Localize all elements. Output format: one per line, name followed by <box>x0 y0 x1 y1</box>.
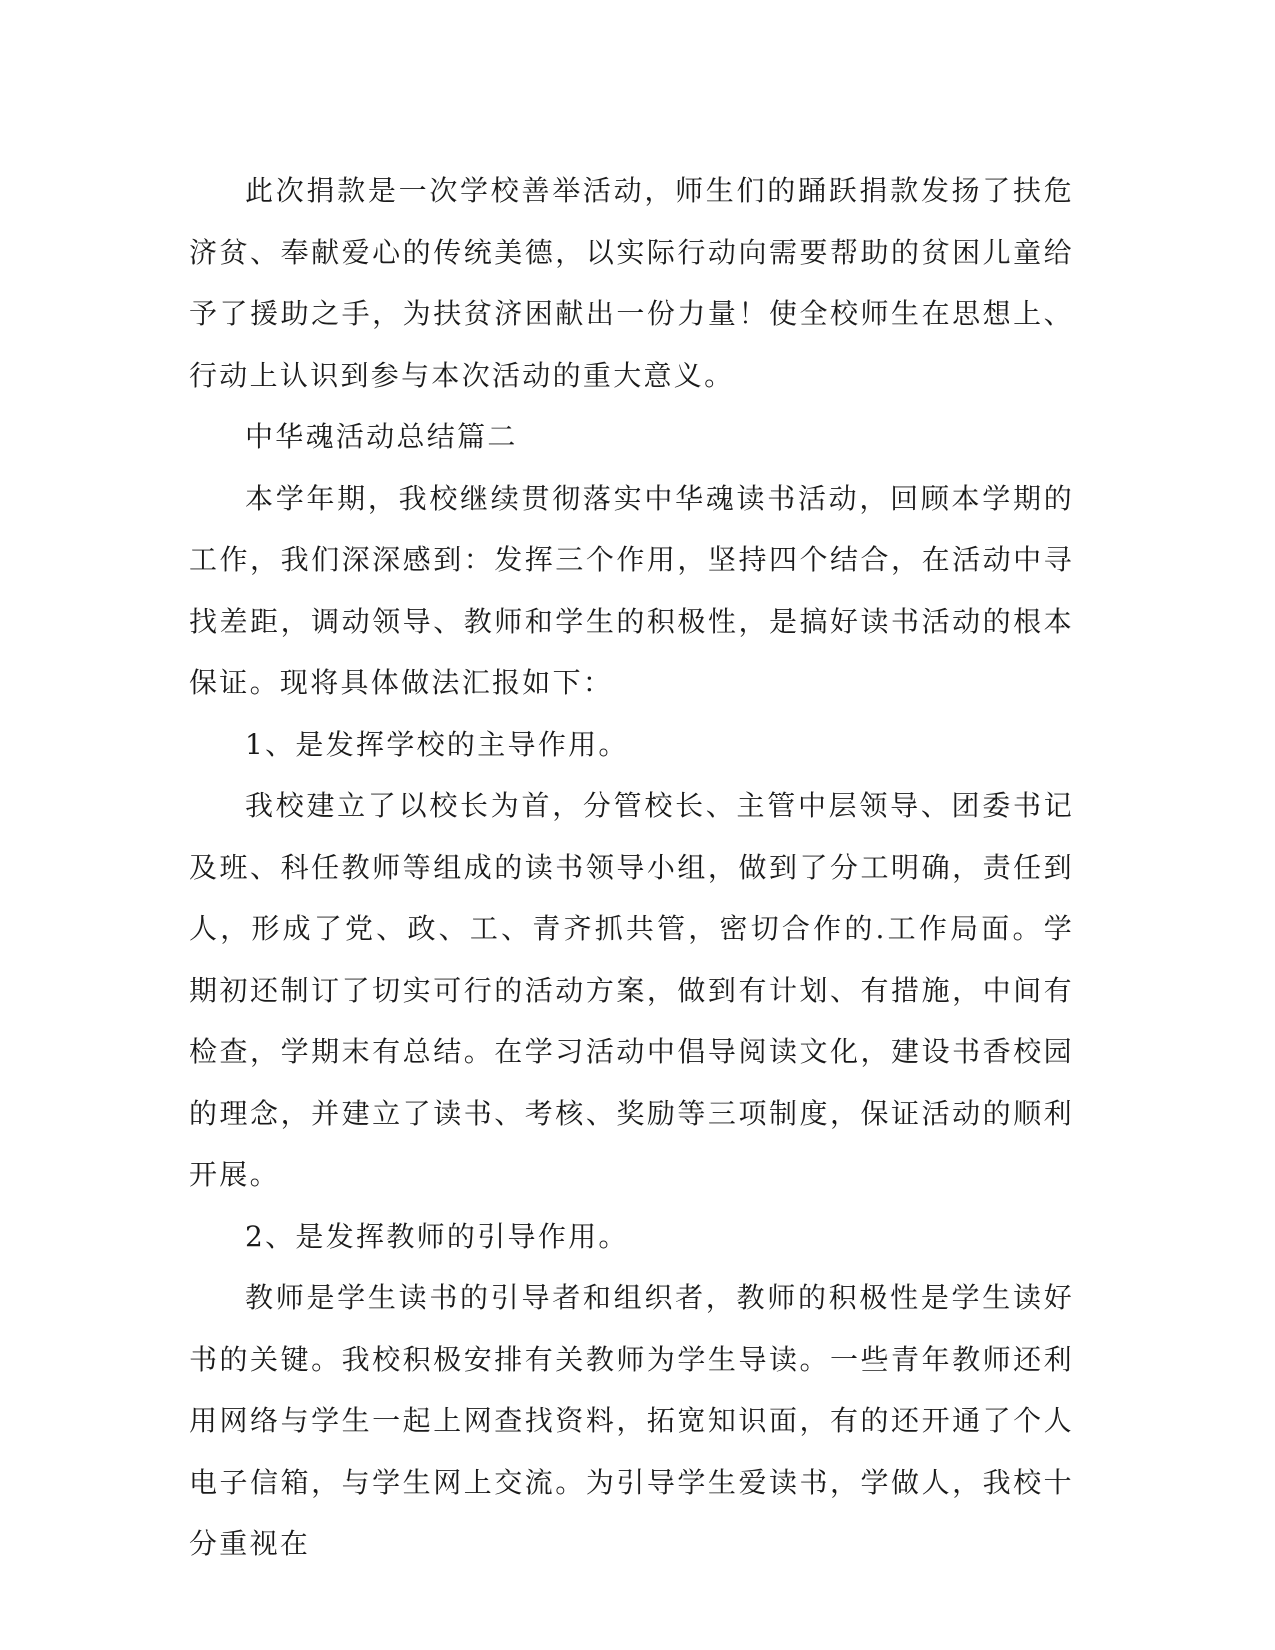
document-body <box>189 160 1074 1575</box>
paragraph-teacher-role: 教师是学生读书的引导者和组织者，教师的积极性是学生读好书的关键。我校积极安排有关教师为学生导读。一些青年教师还利用网络与学生一起上网查找资料，拓宽知识面，有的还开通了个人电子信箱，与学生网上交流。为引导学生爱读书，学做人，我校十分重视在 <box>189 1281 1074 1560</box>
paragraph-donation-summary: 此次捐款是一次学校善举活动，师生们的踊跃捐款发扬了扶危济贫、奉献爱心的传统美德，以实际行动向需要帮助的贫困儿童给予了援助之手，为扶贫济困献出一份力量！使全校师生在思想上、行动上认识到参与本次活动的重大意义。 <box>189 174 1074 392</box>
section-heading: 中华魂活动总结篇二 <box>245 420 518 453</box>
point-heading-1: 1、是发挥学校的主导作用。 <box>245 727 629 761</box>
point-heading-2: 2、是发挥教师的引导作用。 <box>245 1219 629 1253</box>
paragraph-intro: 本学年期，我校继续贯彻落实中华魂读书活动，回顾本学期的工作，我们深深感到：发挥三个作用，坚持四个结合，在活动中寻找差距，调动领导、教师和学生的积极性，是搞好读书活动的根本保证。现将具体做法汇报如下： <box>189 481 1074 699</box>
paragraph-school-role: 我校建立了以校长为首，分管校长、主管中层领导、团委书记及班、科任教师等组成的读书领导小组，做到了分工明确，责任到人，形成了党、政、工、青齐抓共管，密切合作的.工作局面。学期初还制订了切实可行的活动方案，做到有计划、有措施，中间有检查，学期末有总结。在学习活动中倡导阅读文化，建设书香校园的理念，并建立了读书、考核、奖励等三项制度，保证活动的顺利开展。 <box>189 789 1074 1191</box>
